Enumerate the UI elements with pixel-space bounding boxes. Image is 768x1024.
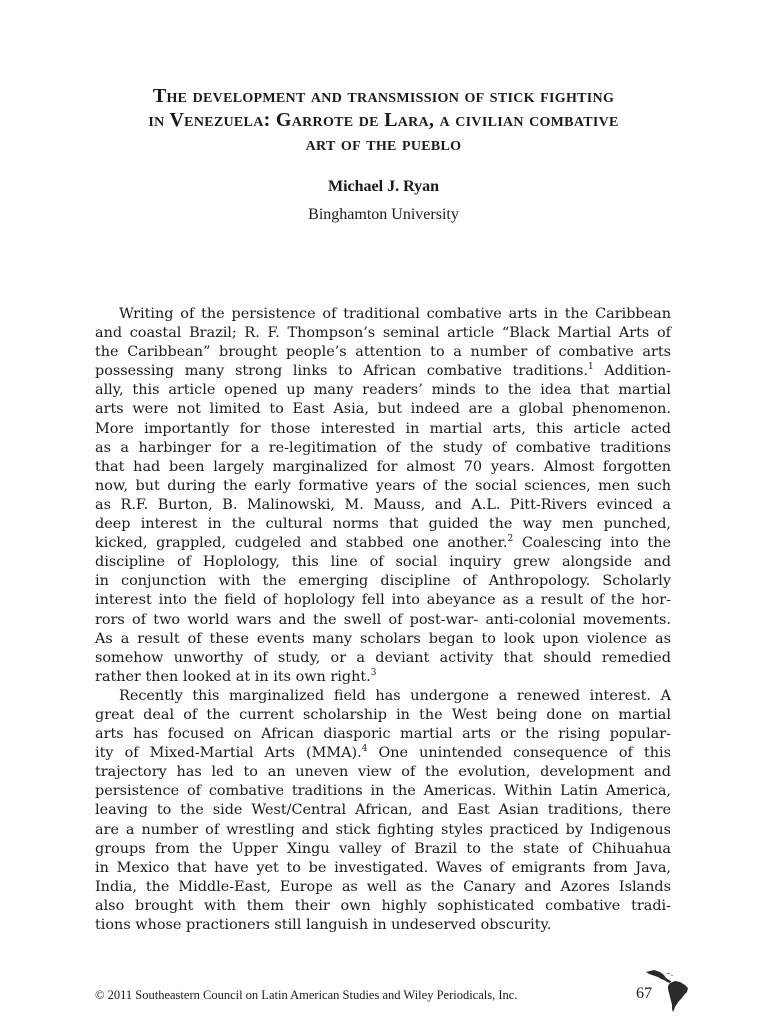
title-line-1: The development and transmission of stick fighting bbox=[152, 85, 615, 107]
footnote-ref-1[interactable]: 1 bbox=[587, 362, 594, 373]
body-line: and coastal Brazil; R. F. Thompson’s seminal article “Black Martial Arts of bbox=[95, 325, 671, 342]
body-line-text: kicked, grappled, cudgeled and stabbed one another. bbox=[95, 535, 508, 552]
body-line-text: One unintended consequence of this bbox=[367, 745, 671, 762]
body-line: rors of two world wars and the swell of post-war- anti-colonial movements. bbox=[95, 611, 671, 628]
body-line: that had been largely marginalized for almost 70 years. Almost forgotten bbox=[95, 458, 671, 475]
title-line-2: in Venezuela: Garrote de Lara, a civilian combative bbox=[148, 109, 619, 131]
body-line: trajectory has led to an uneven view of the evolution, development and bbox=[95, 764, 671, 781]
body-line: in conjunction with the emerging discipline of Anthropology. Scholarly bbox=[95, 573, 671, 590]
paragraph-1 bbox=[95, 305, 671, 687]
body-line: are a number of wrestling and stick fighting styles practiced by Indigenous bbox=[95, 821, 671, 838]
body-line: arts were not limited to East Asia, but indeed are a global phenomenon. bbox=[95, 401, 671, 418]
title-line-3: art of the pueblo bbox=[305, 133, 462, 155]
body-line-text: Coalescing into the bbox=[513, 535, 671, 552]
body-line bbox=[95, 668, 671, 687]
footnote-ref-3[interactable]: 3 bbox=[370, 667, 377, 678]
body-line: As a result of these events many scholars began to look upon violence as bbox=[95, 630, 671, 647]
copyright-footer: © 2011 Southeastern Council on Latin American Studies and Wiley Periodicals, Inc. bbox=[95, 988, 518, 1002]
body-line: ally, this article opened up many readers’ minds to the idea that martial bbox=[95, 382, 671, 399]
body-line: great deal of the current scholarship in the West being done on martial bbox=[95, 706, 671, 723]
page-number: 67 bbox=[636, 985, 652, 1002]
body-line: the Caribbean” brought people’s attention to a number of combative arts bbox=[95, 344, 671, 361]
body-line-text: ity of Mixed-Martial Arts (MMA). bbox=[95, 745, 362, 762]
body-line: tions whose practioners still languish in undeserved obscurity. bbox=[95, 917, 552, 933]
body-line: as a harbinger for a re-legitimation of the study of combative traditions bbox=[95, 439, 671, 456]
body-line: leaving to the side West/Central African, and East Asian traditions, there bbox=[95, 802, 671, 819]
body-line: somehow unworthy of study, or a deviant activity that should remedied bbox=[95, 649, 671, 666]
body-line: arts has focused on African diasporic martial arts or the rising popular- bbox=[95, 726, 671, 743]
body-line-text: Addition- bbox=[593, 363, 671, 380]
body-line: More importantly for those interested in martial arts, this article acted bbox=[95, 420, 671, 437]
body-line: interest into the field of hoplology fell into abeyance as a result of the hor- bbox=[95, 592, 671, 609]
article-body bbox=[95, 305, 671, 935]
body-line bbox=[95, 744, 671, 763]
article-title bbox=[96, 84, 671, 156]
author-affiliation: Binghamton University bbox=[308, 206, 459, 223]
body-line: Writing of the persistence of traditional combative arts in the Caribbean bbox=[119, 306, 671, 322]
body-line: groups from the Upper Xingu valley of Brazil to the state of Chihuahua bbox=[95, 840, 671, 857]
body-line: also brought with them their own highly sophisticated combative tradi- bbox=[95, 897, 671, 914]
body-line bbox=[95, 362, 671, 381]
footnote-ref-4[interactable]: 4 bbox=[361, 744, 368, 755]
body-line-text: possessing many strong links to African combative traditions. bbox=[95, 363, 588, 380]
body-line-text: rather then looked at in its own right. bbox=[95, 668, 371, 685]
body-line: as R.F. Burton, B. Malinowski, M. Mauss, and A.L. Pitt-Rivers evinced a bbox=[95, 496, 671, 513]
paragraph-2 bbox=[95, 687, 671, 935]
latin-america-map-icon bbox=[644, 966, 692, 1014]
footnote-ref-2[interactable]: 2 bbox=[507, 534, 514, 545]
body-line: Recently this marginalized field has undergone a renewed interest. A bbox=[119, 687, 671, 704]
author-name: Michael J. Ryan bbox=[328, 178, 439, 195]
body-line: now, but during the early formative years of the social sciences, men such bbox=[95, 477, 671, 494]
body-line: deep interest in the cultural norms that guided the way men punched, bbox=[95, 516, 671, 533]
body-line bbox=[95, 534, 671, 553]
body-line: discipline of Hoplology, this line of social inquiry grew alongside and bbox=[95, 554, 671, 571]
body-line: India, the Middle-East, Europe as well as the Canary and Azores Islands bbox=[95, 878, 671, 895]
body-line: in Mexico that have yet to be investigated. Waves of emigrants from Java, bbox=[95, 859, 671, 876]
body-line: persistence of combative traditions in the Americas. Within Latin America, bbox=[95, 783, 671, 800]
